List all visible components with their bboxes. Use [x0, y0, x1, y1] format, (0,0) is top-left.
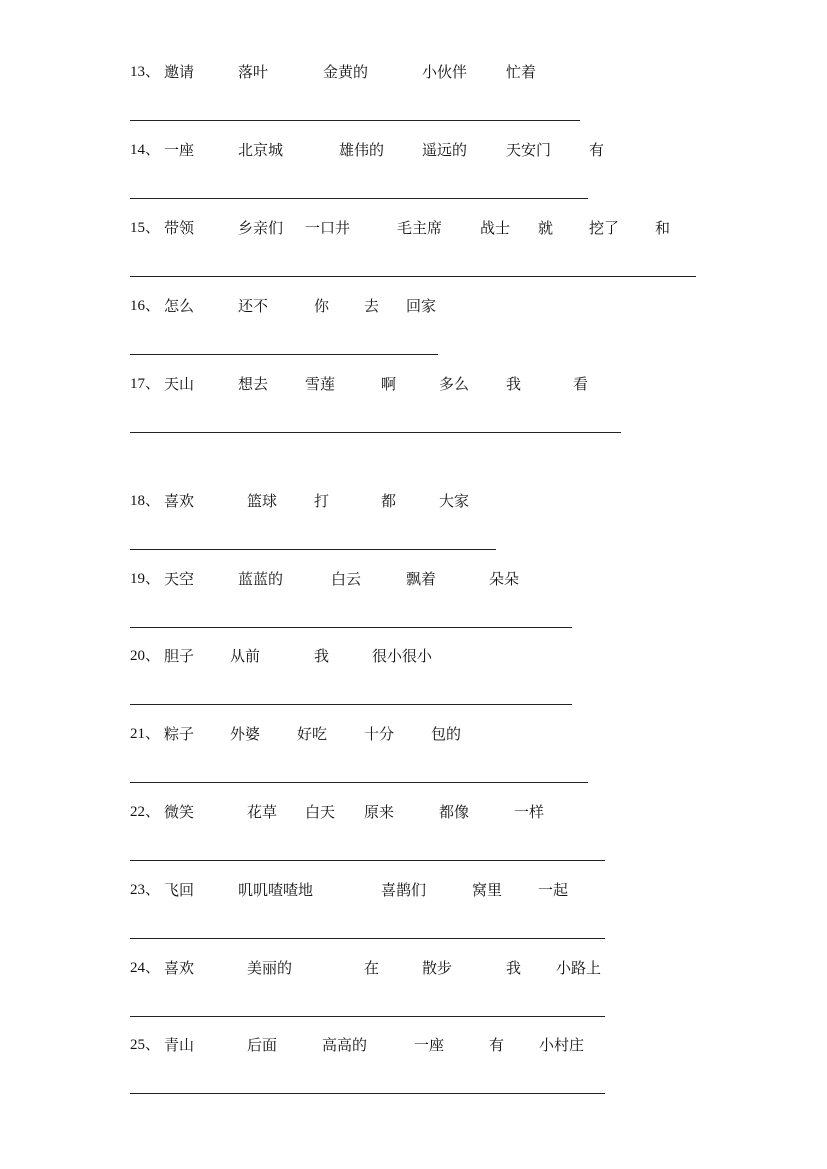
exercise-number: 14、 [130, 142, 161, 158]
scrambled-word: 一座 [414, 1036, 445, 1054]
scrambled-word: 去 [364, 297, 380, 315]
scrambled-word: 小伙伴 [422, 63, 468, 81]
scrambled-word: 打 [314, 492, 330, 510]
exercise-number: 21、 [130, 726, 161, 742]
scrambled-word: 北京城 [238, 141, 284, 159]
scrambled-word: 在 [364, 959, 380, 977]
scrambled-word: 天山 [164, 375, 195, 393]
scrambled-word: 乡亲们 [238, 219, 284, 237]
scrambled-word: 你 [314, 297, 330, 315]
scrambled-word: 飞回 [164, 881, 195, 899]
scrambled-word: 高高的 [322, 1036, 368, 1054]
scrambled-word: 雪莲 [305, 375, 336, 393]
scrambled-word: 篮球 [247, 492, 278, 510]
scrambled-word: 飘着 [406, 570, 437, 588]
scrambled-word: 好吃 [297, 725, 328, 743]
exercise-number: 16、 [130, 298, 161, 314]
scrambled-word: 遥远的 [422, 141, 468, 159]
scrambled-word: 怎么 [164, 297, 195, 315]
scrambled-word: 就 [538, 219, 554, 237]
scrambled-word: 落叶 [238, 63, 269, 81]
scrambled-word: 十分 [364, 725, 395, 743]
exercise-number: 23、 [130, 882, 161, 898]
answer-line[interactable] [130, 782, 588, 783]
scrambled-word: 想去 [238, 375, 269, 393]
answer-line[interactable] [130, 1093, 605, 1094]
scrambled-word: 喜鹊们 [381, 881, 427, 899]
scrambled-word: 散步 [422, 959, 453, 977]
scrambled-word: 白云 [331, 570, 362, 588]
answer-line[interactable] [130, 432, 621, 433]
scrambled-word: 啊 [381, 375, 397, 393]
answer-line[interactable] [130, 627, 572, 628]
scrambled-word: 我 [314, 647, 330, 665]
exercise-number: 18、 [130, 493, 161, 509]
exercise-number: 22、 [130, 804, 161, 820]
scrambled-word: 战士 [480, 219, 511, 237]
scrambled-word: 天安门 [506, 141, 552, 159]
scrambled-word: 大家 [439, 492, 470, 510]
exercise-number: 24、 [130, 960, 161, 976]
scrambled-word: 邀请 [164, 63, 195, 81]
scrambled-word: 带领 [164, 219, 195, 237]
scrambled-word: 微笑 [164, 803, 195, 821]
scrambled-word: 后面 [247, 1036, 278, 1054]
exercise-number: 13、 [130, 64, 161, 80]
scrambled-word: 朵朵 [489, 570, 520, 588]
answer-line[interactable] [130, 704, 572, 705]
scrambled-word: 白天 [305, 803, 336, 821]
scrambled-word: 胆子 [164, 647, 195, 665]
scrambled-word: 看 [573, 375, 589, 393]
answer-line[interactable] [130, 354, 438, 355]
exercise-number: 15、 [130, 220, 161, 236]
answer-line[interactable] [130, 120, 580, 121]
answer-line[interactable] [130, 860, 605, 861]
scrambled-word: 有 [589, 141, 605, 159]
scrambled-word: 忙着 [506, 63, 537, 81]
scrambled-word: 有 [489, 1036, 505, 1054]
scrambled-word: 包的 [431, 725, 462, 743]
scrambled-word: 回家 [406, 297, 437, 315]
answer-line[interactable] [130, 276, 696, 277]
exercise-number: 25、 [130, 1037, 161, 1053]
scrambled-word: 都 [381, 492, 397, 510]
scrambled-word: 一口井 [305, 219, 351, 237]
answer-line[interactable] [130, 198, 588, 199]
answer-line[interactable] [130, 938, 605, 939]
scrambled-word: 一起 [538, 881, 569, 899]
scrambled-word: 毛主席 [397, 219, 443, 237]
scrambled-word: 青山 [164, 1036, 195, 1054]
scrambled-word: 金黄的 [323, 63, 369, 81]
scrambled-word: 花草 [247, 803, 278, 821]
scrambled-word: 一座 [164, 141, 195, 159]
scrambled-word: 蓝蓝的 [238, 570, 284, 588]
scrambled-word: 喜欢 [164, 959, 195, 977]
exercise-number: 19、 [130, 571, 161, 587]
scrambled-word: 多么 [439, 375, 470, 393]
scrambled-word: 还不 [238, 297, 269, 315]
scrambled-word: 挖了 [589, 219, 620, 237]
scrambled-word: 外婆 [230, 725, 261, 743]
scrambled-word: 我 [506, 375, 522, 393]
scrambled-word: 美丽的 [247, 959, 293, 977]
answer-line[interactable] [130, 549, 496, 550]
scrambled-word: 都像 [439, 803, 470, 821]
scrambled-word: 天空 [164, 570, 195, 588]
scrambled-word: 很小很小 [372, 647, 433, 665]
scrambled-word: 我 [506, 959, 522, 977]
scrambled-word: 雄伟的 [339, 141, 385, 159]
scrambled-word: 一样 [514, 803, 545, 821]
exercise-number: 17、 [130, 376, 161, 392]
scrambled-word: 窝里 [472, 881, 503, 899]
answer-line[interactable] [130, 1016, 605, 1017]
scrambled-word: 从前 [230, 647, 261, 665]
scrambled-word: 小路上 [556, 959, 602, 977]
scrambled-word: 小村庄 [539, 1036, 585, 1054]
exercise-number: 20、 [130, 648, 161, 664]
scrambled-word: 和 [655, 219, 671, 237]
scrambled-word: 叽叽喳喳地 [238, 881, 314, 899]
scrambled-word: 粽子 [164, 725, 195, 743]
scrambled-word: 喜欢 [164, 492, 195, 510]
scrambled-word: 原来 [364, 803, 395, 821]
